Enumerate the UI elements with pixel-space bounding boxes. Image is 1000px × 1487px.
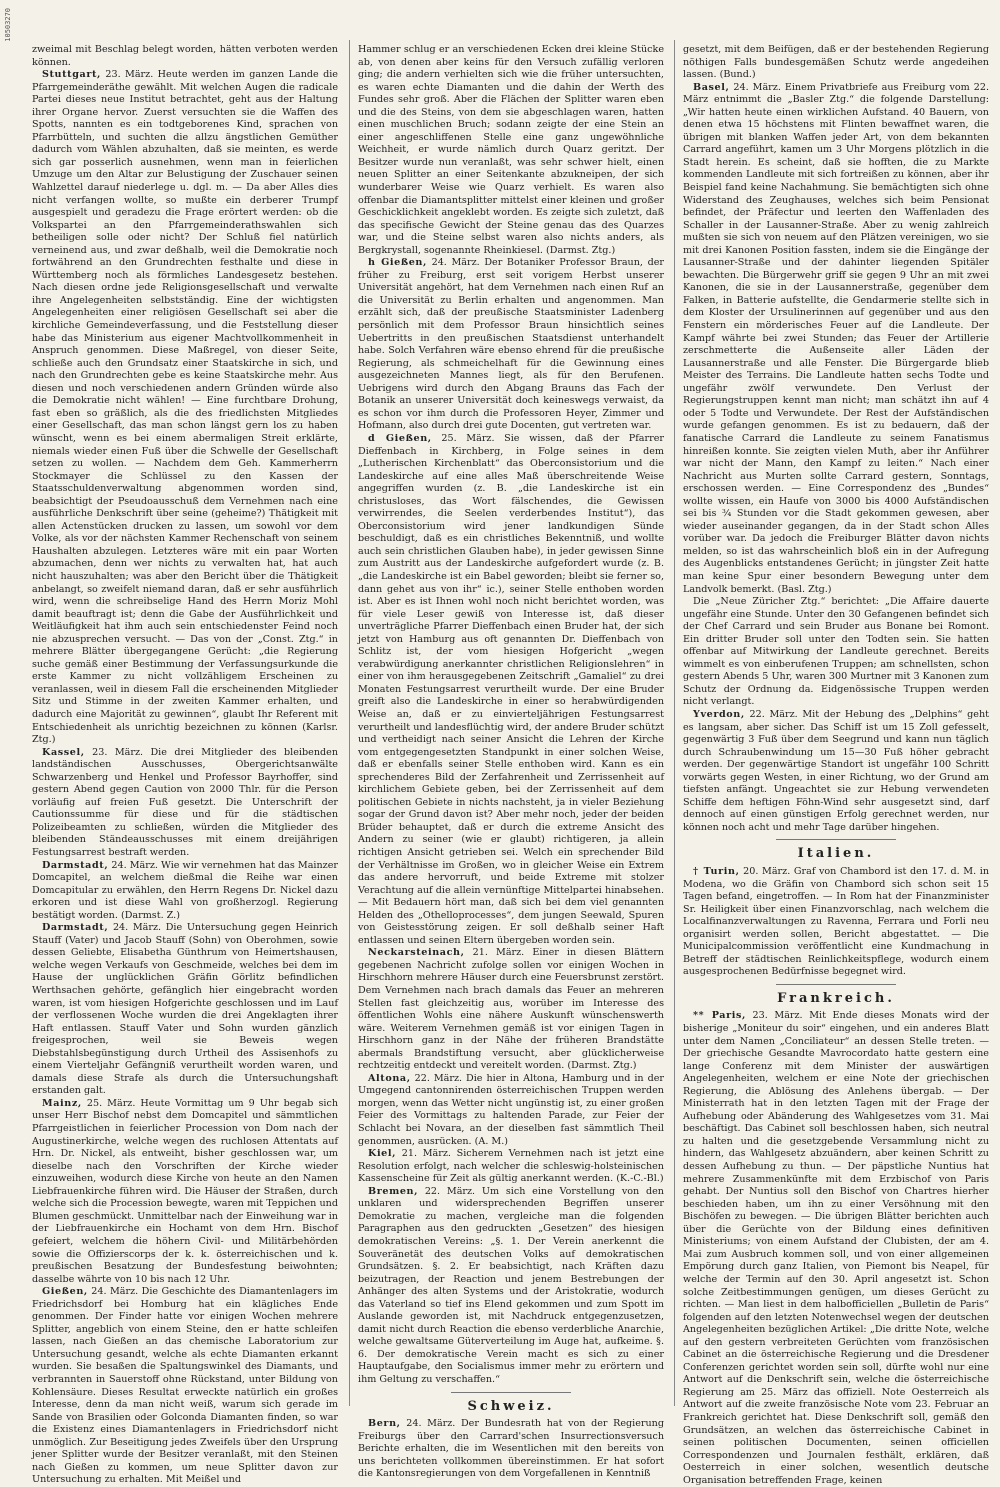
dateline: Darmstadt,	[42, 859, 109, 871]
article-text: 21. März. Sicherem Vernehmen nach ist jetzt eine Resolution erfolgt, nach welcher die schleswig-holsteinischen Kassenscheine für Zeit als gültig anerkannt werden. (K.-C.-Bl.)	[358, 1148, 664, 1185]
article-paragraph	[683, 1010, 989, 1487]
article-paragraph	[358, 947, 664, 1072]
section-heading: Italien.	[797, 846, 875, 862]
article-paragraph	[32, 747, 338, 860]
article-text: 20. März. Graf von Chambord ist den 17. d. M. in Modena, wo die Gräfin von Chambord sich schon seit 15 Tagen befand, eingetroffen. — In Rom hat der Finanzminister Sr. Heiligkeit über einen Finanzvorschlag, nach welchem die Localfinanzverwaltungen zu Ravenna, Ferrara und Forli neu organisirt werden sollen, Bericht abgestattet. — Die Municipalcommission veröffentlicht eine Kundmachung in Betreff der städtischen Reinlichkeitspflege, wodurch einem ausgesprochenen Bedürfnisse begegnet wird.	[683, 866, 989, 978]
article-paragraph	[32, 44, 338, 69]
article-paragraph	[358, 44, 664, 257]
article-text: 22. März. Mit der Hebung des „Delphins“ geht es langsam, aber sicher. Das Schiff ist um 15 Zoll gefesselt, gegenwärtig 3 Fuß über dem Seegrund und kann nun täglich durch Schraubenwindung um 15—30 Fuß höher gebracht werden. Der gegenwärtige Standort ist ungefähr 100 Schritt vorwärts gegen Westen, in einer Richtung, wo der Grund am tiefsten anfängt. Ungeachtet sie zur Hebung verwendeten Schiffe dem heftigen Föhn-Wind sehr ausgesetzt sind, darf dennoch auf einen günstigen Erfolg gerechnet werden, nur können noch acht und mehr Tage darüber hingehen.	[683, 708, 989, 833]
article-paragraph	[358, 1186, 664, 1387]
page-id: 10503270	[4, 8, 12, 42]
article-text: 23. März. Mit Ende dieses Monats wird der bisherige „Moniteur du soir“ eingehen, und ein anderes Blatt unter dem Namen „Conciliateur“ an dessen Stelle treten. — Der griechische Gesandte Mavrocordato hatte gestern eine lange Conferenz mit dem Minister der auswärtigen Angelegenheiten, welchem er eine Note der griechischen Regierung, die Ablösung des Anlehens übergab. — Der Ministerrath hat in den letzten Tagen mit der Frage der Aufhebung oder Abänderung des Wahlgesetzes vom 31. Mai beschäftigt. Das Cabinet soll beschlossen haben, sich neutral zu halten und die gesetzgebende Versammlung nicht zu hindern, das Wahlgesetz abzuändern, aber keinen Schritt zu dessen Aufhebung zu thun. — Der päpstliche Nuntius hat mehrere Zusammenkünfte mit dem Erzbischof von Paris gehabt. Der Nuntius soll den Bischof von Chartres hierher beschieden haben, um ihn zu einer Versöhnung mit den Bischöfen zu bewegen. — Die übrigen Blätter berichten auch über die Gerüchte von der Bildung eines definitiven Ministeriums; von einem Aufstand der Clubisten, der am 4. Mai zum Ausbruch kommen soll, und von einer allgemeinen Empörung durch ganz Italien, von Piemont bis Neapel, für welche der Termin auf den 30. April angesetzt ist. Schon solche Zeitbestimmungen genügen, um dieses Gerücht zu richten. — Man liest in dem halbofficiellen „Bulletin de Paris“ folgenden auf den letzten Notenwechsel wegen der deutschen Angelegenheiten bezüglichen Artikel: „Die dritte Note, welche auf den gestern verbreiteten Gerüchten vom französischen Cabinet an die österreichische Regierung und die Dresdener Conferenzen gerichtet worden sein soll, dürfte wohl nur eine Antwort auf die Denkschrift sein, welche die österreichische Regierung am 25. März das offiziell. Note Oesterreich als Antwort auf die zweite französische Note vom 23. Februar an Frankreich gerichtet hat. Diese Denkschrift soll, gemäß den Grundsätzen, an welchen das österreichische Cabinet in seinen politischen Documenten, seinen officiellen Correspondenzen und Journalen festhält, erklären, daß Oesterreich in einer solchen, wesentlich deutsche Organisation betreffenden Frage, keinen	[683, 1010, 989, 1486]
dateline: Darmstadt,	[42, 922, 109, 934]
dateline: † Turin,	[693, 866, 740, 877]
dateline: h Gießen,	[368, 257, 427, 269]
article-text: 25. März. Sie wissen, daß der Pfarrer Dieffenbach in Kirchberg, in Folge seines in dem „Lutherischen Kirchenblatt“ das Oberconsistorium und die Landeskirche auf eine alles Maß überschreitende Weise angegriffen wurden (z. B. „die Landeskirche ist ein christusloses, das Wort fälschendes, die Gewissen verwirrendes, die Seelen verderbendes Institut“), das Oberconsistorium wird jener landkundigen Sünde beschuldigt, daß es ein christliches Bekenntniß, und wollte auch sein christlichen Glauben habe), in jeder gewissen Sinne zum Austritt aus der Landeskirche aufgefordert wurde (z. B. „die Landeskirche ist ein Babel geworden; bleibt sie ferner so, dann gehet aus von ihr“ ic.), seiner Stelle enthoben worden ist. Aber es ist Ihnen wohl noch nicht berichtet worden, was für viele Leser gewiß von Interesse ist, daß dieser unverträgliche Pfarrer Dieffenbach einen Bruder hat, der sich jetzt von Hamburg aus oft genannten Dr. Dieffenbach von Schlitz ist, der vom hiesigen Hofgericht „wegen verabwürdigung anerkannter christlichen Religionslehren“ in einer von ihm herausgegebenen Zeitschrift „Gamaliel“ zu drei Monaten Festungsarrest verurtheilt wurde. Der eine Bruder greift also die Landeskirche in einer so herabwürdigenden Weise an, daß er zu einvierteljährigen Festungsarrest verurtheilt und landesflüchtig wird, der andere Bruder schützt und vertheidigt nach seiner Ansicht die Lehren der Kirche vom entgegengesetzten Standpunkt in einer solchen Weise, daß er ebenfalls seiner Stelle enthoben wird. Kann es ein sprechenderes Bild der Zerfahrenheit und Zerrissenheit auf kirchlichem Gebiete geben, bei der Zerrissenheit auf dem politischen Gebiete in nichts nachsteht, ja in vieler Beziehung sogar der Grund davon ist? Aber mehr noch, jeder der beiden Brüder behauptet, daß er durch die extreme Ansicht des Andern zu seiner (wie er glaubt) richtigeren, ja allein richtigen Ansicht getrieben sei. Welch ein sprechender Bild der Verhältnisse im Großen, wo in gleicher Weise ein Extrem das andere hervorruft, und beide Extreme mit stolzer Verachtung auf die allein vernünftige Mittelpartei hinabsehen. — Mit Bedauern hört man, daß sich bei dem viel genannten Helden des „Othelloprocesses“, dem jungen Seewald, Spuren von Geistesstörung zeigen. Er soll deßhalb seiner Haft entlassen und seinen Eltern übergeben worden sein.	[358, 432, 664, 946]
article-text: 23. März. Die drei Mitglieder des bleibenden landständischen Ausschusses, Obergerichtsanwälte Schwarzenberg und Henkel und Professor Bayrhoffer, sind gestern Abend gegen Caution von 2000 Thlr. für die Person vorläufig auf freien Fuß gesetzt. Die Unterschrift der Cautionssumme für diese und für die städtischen Polizeibeamten zu schließen, würden die Mitglieder des bleibenden Ständeausschusses mit einem dreijährigen Festungsarrest bestraft werden.	[32, 746, 338, 858]
column-2	[358, 44, 664, 1480]
article-text: 21. März. Einer in diesen Blättern gegebenen Nachricht zufolge sollen vor einigen Wochen in Hirschhorn mehrere Häuser durch eine Feuersbrunst zerstört. Dem Vernehmen nach brach damals das Feuer an mehreren Stellen fast gleichzeitig aus, worüber im Interesse des öffentlichen Wohls eine nähere Auskunft wünschenswerth wäre. Weiterem Vernehmen gemäß ist vor einigen Tagen in Hirschhorn ganz in der Nähe der früheren Brandstätte abermals Brandstiftung versucht, aber glücklicherweise rechtzeitig entdeckt und vereitelt worden. (Darmst. Ztg.)	[358, 947, 664, 1072]
dateline: Altona,	[368, 1072, 411, 1084]
section-heading: Schweiz.	[467, 1398, 555, 1414]
section-divider	[776, 984, 896, 985]
article-paragraph	[32, 1098, 338, 1286]
dateline: ** Paris,	[693, 1010, 746, 1022]
section-divider	[451, 1392, 571, 1393]
article-text: 24. März. Der Botaniker Professor Braun, der früher zu Freiburg, erst seit vorigem Herbst unserer Universität angehört, hat dem Vernehmen nach einen Ruf an die Universität zu Berlin erhalten und angenommen. Man erzählt sich, daß der preußische Staatsminister Ladenberg persönlich mit dem Professor Braun hinsichtlich seines Uebertritts in den preußischen Staatsdienst unterhandelt habe. Solch Verfahren wäre ebenso ehrend für die preußische Regierung, als schmeichelhaft für die Gewinnung eines ausgezeichneten Mannes liegt, als für den Berufenen. Uebrigens wird durch den Abgang Brauns das Fach der Botanik an unserer Universität doch keineswegs verwaist, da es schon vor ihm durch die Professoren Heyer, Zimmer und Hofmann, also durch drei gute Docenten, gut vertreten war.	[358, 257, 664, 432]
article-text: 24. März. Wie wir vernehmen hat das Mainzer Domcapitel, an welchem dießmal die Reihe war einen Domcapitular zu erwählen, den Herrn Regens Dr. Nickel dazu erkoren und ist diese Wahl von großherzogl. Regierung bestätigt worden. (Darmst. Z.)	[32, 859, 338, 921]
dateline: Stuttgart,	[42, 69, 101, 81]
article-text: 24. März. Die Untersuchung gegen Heinrich Stauff (Vater) und Jacob Stauff (Sohn) von Oberohmen, sowie dessen Geliebte, Elisabetha Günthrum von Heimertshausen, welche wegen Verkaufs von Geschmeide, welches bei dem im Hause der unglücklichen Gräfin Görlitz befindlichen Werthsachen gehörte, gefänglich hier eingebracht worden waren, ist vom hiesigen Hofgerichte geschlossen und im Lauf der verflossenen Woche wurden die drei Angeklagten ihrer Haft entlassen. Stauff Vater und Sohn wurden gänzlich freigesprochen, weil sie Beweis wegen Diebstahlsbegünstigung durch Urtheil des Assisenhofs zu einem Vierteljahr Gefängniß verurtheilt worden waren, und damals diese Strafe als durch die Untersuchungshaft erstanden galt.	[32, 922, 338, 1097]
dateline: Bremen,	[368, 1185, 419, 1197]
article-text: 23. März. Heute werden im ganzen Lande die Pfarrgemeinderäthe gewählt. Mit welchen Augen die radicale Partei dieses neue Institut betrachtet, geht aus der Haltung ihrer Organe hervor. Zuerst versuchten sie die Waffen des Spotts, nannten es ein todtgeborenes Kind, sprachen von Pfarrbütteln, und suchten die allzu ängstlichen Gemüther dadurch vom Wählen abzuhalten, daß sie meinten, es werde sich gar posserlich ausnehmen, wenn man in feierlichen Umzuge um den Altar zur Belustigung der Zuschauer seinen Wahlzettel darauf niederlege u. dgl. m. — Da aber Alles dies nicht verfangen wollte, so mußte ein derberer Trumpf ausgespielt und geradezu die Frage erörtert werden: ob die Volkspartei an den Pfarrgemeinderathswahlen sich betheiligen solle oder nicht? Der Schluß fiel natürlich verneinend aus, und zwar deßhalb, weil die Demokratie noch fortwährend an den Grundrechten festhalte und diese in Württemberg noch als förmliches Landesgesetz bestehen. Nach diesen ordne jede Religionsgesellschaft und verwalte ihre Angelegenheiten selbstständig. Eine der wichtigsten Angelegenheiten einer religiösen Gesellschaft sei aber die kirchliche Gemeindeverfassung, und die Feststellung dieser habe das Ministerium aus eigener Machtvollkommenheit in Anspruch genommen. Diese Maßregel, von dieser Seite, schließe auch den Grundsatz einer Staatskirche in sich, und nach den Grundrechten gebe es keine Staatskirche mehr. Aus diesen und noch verschiedenen andern Gründen würde also die Demokratie nicht wählen! — Eine furchtbare Drohung, fast eben so gräßlich, als die des friedlichsten Mitgliedes einer Gesellschaft, das man schon längst gern los zu haben wünscht, wenn es bei einem abermaligen Streit erklärte, niemals wieder einen Fuß über die Schwelle der Gesellschaft setzen zu wollen. — Nachdem dem Geh. Kammerherrn Stockmayer die Schlüssel zu den Kassen der Staatsschuldenverwaltung abgenommen worden sind, beabsichtigt der Pseudoausschuß dem Vernehmen nach eine ausführliche Denkschrift über seine (geheime?) Thätigkeit mit allen Actenstücken drucken zu lassen, um sowohl vor dem Volke, als vor der nächsten Kammer Rechenschaft von seinem Haushalten abzulegen. Letzteres wäre mit ein paar Worten abzumachen, denn wer nichts zu verwalten hat, hat auch nicht hauszuhalten; was aber den Bericht über die Thätigkeit anbelangt, so zweifelt niemand daran, daß er sehr ausführlich wird, wenn die schreibselige Hand des Herrn Moriz Mohl damit beauftragt ist; denn die Gabe der Ausführlichkeit und Weitläufigkeit hat ihm auch sein entschiedenster Feind noch nie abzusprechen versucht. — Das von der „Const. Ztg.“ in mehrere Blätter übergegangene Gerücht: „die Regierung suche gemäß einer Bestimmung der Verfassungsurkunde die erste Kammer zu nicht vollzähligem Erscheinen zu veranlassen, weil in diesem Fall die erscheinenden Mitglieder Sitz und Stimme in der zweiten Kammer erhalten, und dadurch eine Majorität zu gewinnen“, glaubt Ihr Referent mit Entschiedenheit als unrichtig bezeichnen zu können (Karlsr. Ztg.)	[32, 69, 338, 746]
section-heading: Frankreich.	[777, 990, 895, 1006]
article-text: 25. März. Heute Vormittag um 9 Uhr begab sich unser Herr Bischof nebst dem Domcapitel und sämmtlichen Pfarrgeistlichen in feierlicher Procession von Dom nach der Augustinerkirche, welche wegen des ruchlosen Attentats auf Hrn. Dr. Nickel, als entweiht, bisher geschlossen war, um dieselbe nach den Vorschriften der Kirche wieder einzuweihen, wodurch diese Kirche von heute an den Namen Liebfrauenkirche führen wird. Die Häuser der Straßen, durch welche sich die Procession bewegte, waren mit Teppichen und Blumen geschmückt. Unmittelbar nach der Einweihung war in der Liebfrauenkirche ein Hochamt von dem Hrn. Bischof gefeiert, welchem die höhern Civil- und Militärbehörden sowie die Offizierscorps der k. k. österreichischen und k. preußischen Besatzung der Bundesfestung beiwohnten; dasselbe währte von 10 bis nach 12 Uhr.	[32, 1097, 338, 1285]
dateline: Yverdon,	[693, 708, 745, 720]
article-paragraph	[683, 596, 989, 709]
article-text: 22. März. Um sich eine Vorstellung von den unklaren und widersprechenden Begriffen unserer Demokratie zu machen, vergleiche man die folgenden Paragraphen aus den gedruckten „Gesetzen“ des hiesigen demokratischen Vereins: „§. 1. Der Verein anerkennt die Souveränetät des deutschen Volks auf demokratischen Grundsätzen. §. 2. Er beabsichtigt, nach Kräften dazu beizutragen, der Reaction und jenem Bestrebungen der Anhänger des alten Systems und der Aristokratie, wodurch das Vaterland so tief ins Elend gekommen und zum Spott im Auslande geworden ist, mit Nachdruck entgegenzusetzen, damit nicht durch Reaction die ebenso verderbliche Anarchie, welche gewaltsame Güterverteilung im Auge hat, aufkeime. §. 6. Der demokratische Verein macht es sich zu einer Hauptaufgabe, den Socialismus immer mehr zu erörtern und ihm Geltung zu verschaffen.“	[358, 1185, 664, 1385]
article-text: 22. März. Die hier in Altona, Hamburg und in der Umgegend cantonnirenden österreichischen Truppen werden morgen, wenn das Wetter nicht ungünstig ist, zu einer großen Feier des Vormittags zu haltenden Parade, zur Feier der Schlacht bei Novara, an der dieselben fast sämmtlich Theil genommen, ausrücken. (A. M.)	[358, 1072, 664, 1147]
article-text: 24. März. Die Geschichte des Diamantenlagers im Friedrichsdorf bei Homburg hat ein klägliches Ende genommen. Der Finder hatte vor einigen Wochen mehrere Splitter, angeblich von einem Steine, den er hatte schleifen lassen, nach Gießen an das chemische Laboratorium zur Untersuchung gesandt, welche als echte Diamanten erkannt wurden. Sie besaßen die Spaltungswinkel des Diamants, und verbrannten in Sauerstoff ohne Rückstand, unter Bildung von Kohlensäure. Dieses Resultat erweckte natürlich ein großes Interesse, denn da man nicht weiß, warum sich gerade im Sande von Brasilien oder Golconda Diamanten finden, so war die Existenz eines Diamantenlagers in Friedrichsdorf nicht unmöglich. Zur Beseitigung jedes Zweifels über den Ursprung jener Splitter wurde der Besitzer veranlaßt, mit den Steinen nach Gießen zu kommen, um neue Splitter davon zur Untersuchung zu erhalten. Mit Meißel und	[32, 1286, 338, 1486]
article-text: gesetzt, mit dem Beifügen, daß er der bestehenden Regierung nöthigen Falls bundesgemäßen Schutz werde angedeihen lassen. (Bund.)	[683, 44, 989, 81]
column-1	[32, 44, 338, 1486]
article-text: 24. März. Der Bundesrath hat von der Regierung Freiburgs über den Carrard'schen Insurrectionsversuch Berichte erhalten, die im Wesentlichen mit den bereits von uns berichteten vollkommen übereinstimmen. Er hat sofort die Kantonsregierungen von dem Vorgefallenen in Kenntniß	[358, 1418, 664, 1480]
article-text: zweimal mit Beschlag belegt worden, hätten verboten werden können.	[32, 44, 338, 68]
article-text: 24. März. Einem Privatbriefe aus Freiburg vom 22. März entnimmt die „Basler Ztg.“ die folgende Darstellung: „Wir hatten heute einen wirklichen Aufstand. 40 Bauern, von denen etwa 15 höchstens mit Flinten bewaffnet waren, die übrigen mit blanken Waffen jeder Art, von dem bekannten Carrard angeführt, kamen um 3 Uhr Morgens plötzlich in die Stadt herein. Es scheint, daß sie hofften, die zu Markte kommenden Landleute mit sich fortreißen zu können, aber ihr Beispiel fand keine Nachahmung. Sie bemächtigten sich ohne Widerstand des Zeughauses, welches sich beim Pensionat befindet, der Präfectur und leerten den Waffenladen des Schaller in der Lausanner-Straße. Aber zu wenig zahlreich mußten sie sich von neuem auf den Plätzen vereinigen, wo sie mit drei Kanonen Position fassten, indem sie die Eingänge der Lausanner-Straße und der dahinter liegenden Spitäler bewachten. Die Bürgerwehr griff sie gegen 9 Uhr an mit zwei Kanonen, die sie in der Lausannerstraße, gegenüber dem Falken, in Batterie aufstellte, die Gendarmerie stellte sich in dem Kloster der Ursulinerinnen auf gegenüber und aus den Fenstern ein mörderisches Feuer auf die Landleute. Der Kampf währte bei zwei Stunden; das Feuer der Artillerie zerschmetterte die Außenseite aller Läden der Lausannerstraße und alle Fenster. Die Bürgergarde blieb Meister des Terrains. Die Landleute hatten sechs Todte und ungefähr zwölf verwundete. Den Verlust der Regierungstruppen kennt man nicht; man schätzt ihn auf 4 oder 5 Todte und Verwundete. Der Rest der Aufständischen wurde gefangen genommen. Es ist zu bedauern, daß der fanatische Carrard die Landleute zu seinem Fanatismus hinreißen konnte. Sie zeigten vielen Muth, aber ihr Anführer war nicht der Mann, den Kampf zu leiten.“ Nach einer Nachricht aus Murten sollte Carrard gestern, Sonntags, erschossen werden. — Eine Correspondenz des „Bundes“ wollte wissen, ein Haufe von 3000 bis 4000 Aufständischen sei bis ¾ Stunden vor die Stadt gekommen gewesen, aber wieder auseinander gegangen, da in der Stadt schon Alles vorüber war. Da jedoch die Freiburger Blätter davon nichts melden, so ist das wahrscheinlich bloß ein in der Aufregung des Augenblicks entstandenes Gerücht; in jüngster Zeit hatte man keine Spur einer besondern Bewegung unter dem Landvolk bemerkt. (Basl. Ztg.)	[683, 81, 989, 595]
dateline: Basel,	[693, 81, 730, 93]
article-paragraph	[683, 709, 989, 834]
dateline: Neckarsteinach,	[368, 947, 465, 959]
article-paragraph	[358, 257, 664, 433]
article-paragraph	[32, 1286, 338, 1487]
dateline: Kassel,	[42, 746, 85, 758]
article-paragraph	[32, 860, 338, 923]
column-3	[683, 44, 989, 1486]
column-rule	[349, 40, 350, 1406]
section-divider	[776, 839, 896, 840]
article-paragraph	[358, 1073, 664, 1148]
dateline: Bern,	[368, 1418, 401, 1430]
dateline: Mainz,	[42, 1097, 82, 1109]
article-paragraph	[683, 44, 989, 82]
dateline: Kiel,	[368, 1148, 397, 1160]
article-paragraph	[683, 866, 989, 979]
dateline: Gießen,	[42, 1286, 88, 1298]
article-paragraph	[683, 82, 989, 596]
dateline: d Gießen,	[368, 432, 432, 444]
article-paragraph	[32, 922, 338, 1098]
column-rule	[674, 40, 675, 1406]
article-text: Die „Neue Züricher Ztg.“ berichtet: „Die Affaire dauerte ungefähr eine Stunde. Unter den 30 Gefangenen befindet sich der Chef Carrard und sein Bruder aus Bonane bei Romont. Ein dritter Bruder soll unter den Todten sein. Sie hatten offenbar auf Mitwirkung der Landleute gerechnet. Bereits wimmelt es von einberufenen Truppen; am schnellsten, schon gestern Abends 5 Uhr, waren 300 Murtner mit 3 Kanonen zum Schutz der Ordnung da. Eidgenössische Truppen werden nicht verlangt.	[683, 596, 989, 708]
article-text: Hammer schlug er an verschiedenen Ecken drei kleine Stücke ab, von denen aber keins für den Versuch zufällig verloren ging; die andern verhielten sich wie die früher untersuchten, es waren echte Diamanten und die dahin der Werth des Fundes sehr groß. Aber die Flächen der Splitter waren eben und die des Steins, von dem sie abgeschlagen waren, hatten einen muschlichen Bruch; sodann zeigte der eine Stein an einer angeschliffenen Stelle eine ganz ungewöhnliche Weichheit, er wurde nämlich durch Quarz geritzt. Der Besitzer wurde nun veranlaßt, was sehr schwer hielt, einen neuen Splitter an einer Seitenkante abzukneipen, der sich wunderbarer Weise wie Quarz verhielt. Es waren also offenbar die Diamantsplitter mittelst einer kleinen und großer Geschicklichkeit angeklebt worden. Es zeigte sich zuletzt, daß das specifische Gewicht der Steine genau das des Quarzes war, und die Steine selbst waren also nichts anders, als Bergkrystall, sogenannte Rheinkiesel. (Darmst. Ztg.)	[358, 44, 664, 256]
article-paragraph	[358, 1148, 664, 1186]
article-paragraph	[32, 69, 338, 747]
article-paragraph	[358, 1418, 664, 1481]
article-paragraph	[358, 433, 664, 947]
